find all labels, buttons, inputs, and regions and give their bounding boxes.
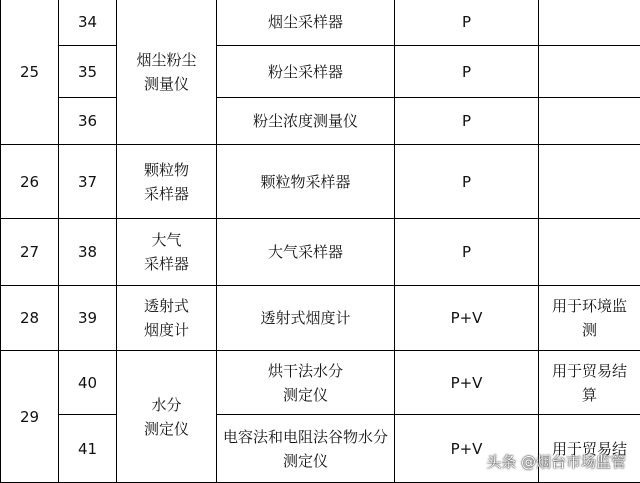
instrument-name: 大气采样器 [217,219,395,286]
table-row [1,351,640,415]
management-mode: P+V [395,351,539,415]
management-mode: P [395,219,539,286]
table-row [1,145,640,219]
note [539,219,640,286]
table-row [1,0,640,46]
instrument-name: 烘干法水分 测定仪 [217,351,395,415]
table-row [1,219,640,286]
instrument-type: 水分 测定仪 [117,351,217,483]
sequence-number: 38 [59,219,117,286]
sequence-number: 35 [59,46,117,98]
sequence-number: 39 [59,286,117,351]
sequence-number: 34 [59,0,117,46]
instrument-type: 颗粒物 采样器 [117,145,217,219]
group-number: 28 [1,286,59,351]
table-row [1,415,640,483]
management-mode: P+V [395,415,539,483]
note [539,145,640,219]
sequence-number: 41 [59,415,117,483]
note: 用于环境监 测 [539,286,640,351]
instrument-name: 粉尘采样器 [217,46,395,98]
note [539,98,640,145]
note: 用于贸易结 [539,415,640,483]
management-mode: P [395,46,539,98]
sequence-number: 40 [59,351,117,415]
note [539,0,640,46]
instrument-name: 烟尘采样器 [217,0,395,46]
table-row [1,286,640,351]
instrument-type: 透射式 烟度计 [117,286,217,351]
group-number: 26 [1,145,59,219]
instrument-name: 电容法和电阻法谷物水分 测定仪 [217,415,395,483]
instrument-name: 透射式烟度计 [217,286,395,351]
sequence-number: 36 [59,98,117,145]
group-number: 27 [1,219,59,286]
table-row [1,98,640,145]
source-watermark: 头条 @烟台市场监管 [486,451,626,472]
instrument-type: 烟尘粉尘 测量仪 [117,0,217,145]
management-mode: P [395,98,539,145]
note [539,46,640,98]
management-mode: P [395,145,539,219]
instrument-name: 粉尘浓度测量仪 [217,98,395,145]
instrument-type: 大气 采样器 [117,219,217,286]
group-number: 25 [1,0,59,145]
sequence-number: 37 [59,145,117,219]
note: 用于贸易结 算 [539,351,640,415]
table-row [1,46,640,98]
group-number: 29 [1,351,59,483]
instrument-name: 颗粒物采样器 [217,145,395,219]
management-mode: P [395,0,539,46]
management-mode: P+V [395,286,539,351]
